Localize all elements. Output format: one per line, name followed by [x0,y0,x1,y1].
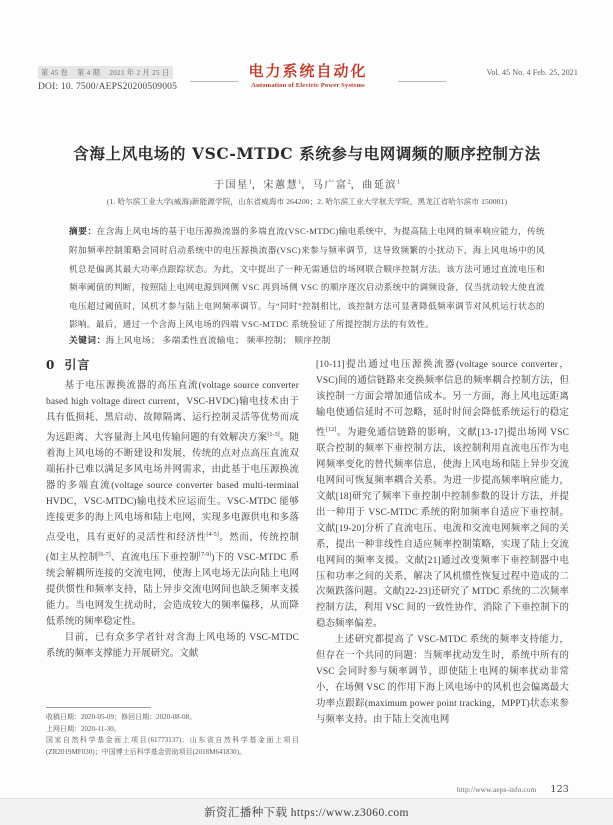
journal-masthead [38,62,578,104]
footnote-divider [46,707,151,708]
abstract-text: 在含海上风电场的基于电压源换流器的多端直流(VSC-MTDC)输电系统中，为提高陆上电网的频率响应能力，传统附加频率控制策略会同时启动系统中的电压源换流器(VSC)来参与频率调节，这导致频繁的小扰动下，海上风电场中的风机总是偏离其最大功率点跟踪状态。为此，文中提出了一种无需通信的场网联合顺序控制方法。该方法可通过直流电压和频率阈值的判断，按照陆上电网电源到网侧 VSC 再到场侧 VSC 的顺序逐次启动系统中的调频设备，仅当扰动较大使直流电压超过阈值时，风机才参与陆上电网频率调节。与“同时”控制相比，该控制方法可显著降低频率调节对风机运行状态的影响。最后，通过一个含海上风电场的四端 VSC-MTDC 系统验证了所提控制方法的有效性。 [69,226,545,330]
volume-info-en: Vol. 45 No. 4 Feb. 25, 2021 [486,68,578,77]
author-separator: ， [350,180,363,191]
article-title: 含海上风电场的 VSC-MTDC 系统参与电网调频的顺序控制方法 [73,144,541,163]
download-watermark-banner [0,798,613,825]
journal-title-cn: 电力系统自动化 [248,62,368,80]
issue-date: 2021 年 2 月 25 日 [109,68,170,77]
author-list [46,176,568,191]
issue-label: 第 4 期 [77,68,101,77]
journal-logo [203,62,413,89]
author-name: 马广富$^2$ [312,179,351,191]
keywords-label: 关键词： [69,336,106,346]
volume-label: 第 45 卷 [41,68,68,77]
body-column-right [316,358,569,729]
received-date: 收稿日期：2020-05-09；修回日期：2020-08-08。 [46,714,197,721]
paragraph: 上述研究都提高了 VSC-MTDC 系统的频率支持能力，但存在一个共同的问题：当频率扰动发生时，系统中所有的 VSC 会同时参与频率调节，即使陆上电网的频率扰动非常小，在场侧 VSC 的作用下海上风电场中的风机也会偏离最大功率点跟踪(maximum power point tracking，MPPT)状态来参与频率支持。由于陆上交流电网 [316,635,569,726]
online-date: 上网日期：2020-11-30。 [46,725,121,733]
funding-info: 国家自然科学基金面上项目(61773137)；山东省自然科学基金面上项目(ZR2019MF030)；中国博士后科学基金资助项目(2018M641830)。 [46,737,299,756]
watermark-text: 新资汇播种下载 https://www.z3060.com [204,807,409,819]
abstract-block [69,222,545,333]
body-column-left [46,358,299,663]
author-affiliation-marker: 1 [397,179,401,186]
author-affiliation-marker: 1 [298,179,302,186]
page-number: 123 [550,784,569,795]
journal-title-en: Automation of Electric Power Systems [251,81,365,89]
citation-ref: [7-9] [198,550,212,558]
page-footer [316,784,569,795]
paragraph: 目前，已有众多学者针对含海上风电场的 VSC-MTDC 系统的频率支撑能力开展研究。文献 [46,632,299,659]
author-affiliation-marker: 1 [248,179,252,186]
paragraph: 基于电压源换流器的高压直流(voltage source converter based high voltage direct current，VSC-HVDC)输电技术由于具有低损耗、黑启动、故障隔离、运行控制灵活等优势而成为远距离、大容量海上风电传输问题的有效解决方案[1-3]。随着海上风电场的不断建设和发展，传统的点对点高压直流双端拓扑已难以满足多风电场并网需求，由此基于电压源换流器的多端直流(voltage source converter based multi-terminal HVDC，VSC-MTDC)输电技术应运而生。VSC-MTDC 能够连接更多的海上风电场和陆上电网，实现多电源供电和多落点受电，具有更好的灵活性和经济性[4-5]。然而，传统控制(如主从控制[6-7]、直流电压下垂控制[7-9])下的 VSC-MTDC 系统会解耦所连接的交流电网，使海上风电场无法向陆上电网提供惯性和频率支持，陆上异步交流电网间也缺乏频率支援能力。当电网发生扰动时，会造成较大的频率偏移，从而降低系统的频率稳定性。 [46,380,300,627]
keywords-block [69,332,545,349]
author-name: 于国星$^1$ [213,179,252,191]
doi-text: DOI: 10. 7500/AEPS20200509005 [38,82,178,92]
citation-ref: [4-5] [206,530,219,538]
citation-ref: [6-7] [98,550,111,558]
keywords-text: 海上风电场； 多端柔性直流输电； 频率控制； 顺序控制 [105,335,331,345]
author-name: 曲延滨$^1$ [362,179,401,191]
section-number: 0 [46,358,56,372]
author-separator: ， [301,180,313,191]
citation-ref: [1-3] [267,430,280,438]
footnote-block [46,712,299,758]
author-name: 宋蕙慧$^1$ [263,179,302,191]
issue-bar [38,66,173,79]
paragraph: [10-11]提出通过电压源换流器(voltage source converter，VSC)间的通信链路来交换频率信息的频率耦合控制方法，但该控制一方面会增加通信成本。另一方面，海上风电远距离输电使通信延时不可忽略，延时时间会降低系统运行的稳定性[12]。为避免通信链路的影响，文献[13-17]提出场网 VSC 联合控制的频率下垂控制方法，该控制利用直流电压作为电网频率变化的替代频率信息，使海上风电场和陆上异步交流电网间可恢复频率耦合关系。为进一步提高频率响应能力，文献[18]研究了频率下垂控制中控制参数的设计方法，并提出一种用于 VSC-MTDC 系统的附加频率自适应下垂控制。文献[19-20]分析了直流电压、电流和交流电网频率之间的关系，提出一种非线性自适应频率控制策略，实现了陆上交流电网间的频率支援。文献[21]通过改变频率下垂控制器中电压和功率之间的关系，解决了风机惯性恢复过程中造成的二次频跌落问题。文献[22-23]还研究了 MTDC 系统的二次频率控制方法，利用 VSC 间的一致性协作，消除了下垂控制下的稳态频率偏差。 [316,360,569,630]
section-heading-introduction [46,358,299,374]
section-title: 引言 [64,358,91,372]
author-affiliation-marker: 2 [347,179,351,186]
abstract-label: 摘要： [69,227,97,237]
author-separator: ， [251,180,264,191]
author-affiliations: (1. 哈尔滨工业大学(威海)新能源学院，山东省威海市 264200；2. 哈尔滨工业大学航天学院，黑龙江省哈尔滨市 150001) [106,197,508,206]
citation-ref: [12] [326,425,337,433]
journal-url[interactable]: http://www.aeps-info.com [456,785,537,794]
